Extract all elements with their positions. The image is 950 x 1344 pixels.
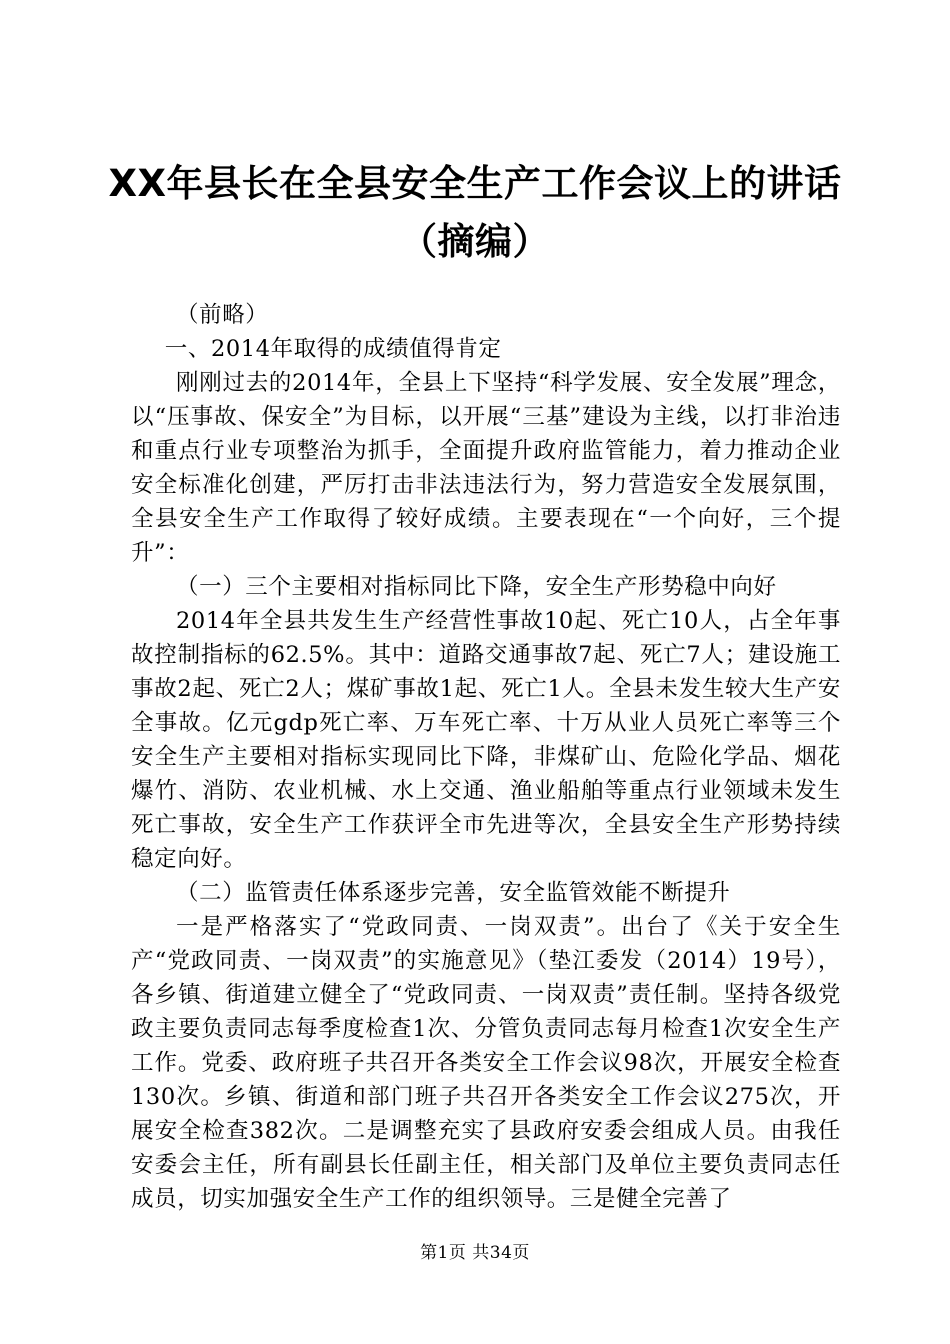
- paragraph-preface: （前略）: [176, 302, 269, 328]
- paragraph: 2014年全县共发生生产经营性事故10起、死亡10人，占全年事故控制指标的62.5%。其中：道路交通事故7起、死亡7人；建设施工事故2起、死亡2人；煤矿事故1起、死亡1人。全县未发生较大生产安全事故。亿元gdp死亡率、万车死亡率、十万从业人员死亡率等三个安全生产主要相对指标实现同比下降，非煤矿山、危险化学品、烟花爆竹、消防、农业机械、水上交通、渔业船舶等重点行业领域未发生死亡事故，安全生产工作获评全市先进等次，全县安全生产形势持续稳定向好。: [131, 608, 841, 872]
- document-title: XX年县长在全县安全生产工作会议上的讲话: [108, 162, 842, 205]
- paragraph: 刚刚过去的2014年，全县上下坚持“科学发展、安全发展”理念，以“压事故、保安全”为目标，以开展“三基”建设为主线，以打非治违和重点行业专项整治为抓手，全面提升政府监管能力，着力推动企业安全标准化创建，严厉打击非法违法行为，努力营造安全发展氛围，全县安全生产工作取得了较好成绩。主要表现在“一个向好，三个提升”：: [131, 370, 841, 566]
- section-heading-1: 一、2014年取得的成绩值得肯定: [164, 336, 502, 362]
- document-body: [131, 298, 841, 1216]
- document-subtitle: （摘编）: [400, 220, 550, 263]
- page-number: 第1页 共34页: [420, 1243, 530, 1263]
- paragraph: 一是严格落实了“党政同责、一岗双责”。出台了《关于安全生产“党政同责、一岗双责”的实施意见》（垫江委发（2014）19号），各乡镇、街道建立健全了“党政同责、一岗双责”责任制。坚持各级党政主要负责同志每季度检查1次、分管负责同志每月检查1次安全生产工作。党委、政府班子共召开各类安全工作会议98次，开展安全检查130次。乡镇、街道和部门班子共召开各类安全工作会议275次，开展安全检查382次。二是调整充实了县政府安委会组成人员。由我任安委会主任，所有副县长任副主任，相关部门及单位主要负责同志任成员，切实加强安全生产工作的组织领导。三是健全完善了: [131, 914, 841, 1212]
- subsection-heading-2: （二）监管责任体系逐步完善，安全监管效能不断提升: [176, 880, 731, 906]
- subsection-heading-1: （一）三个主要相对指标同比下降，安全生产形势稳中向好: [176, 574, 777, 600]
